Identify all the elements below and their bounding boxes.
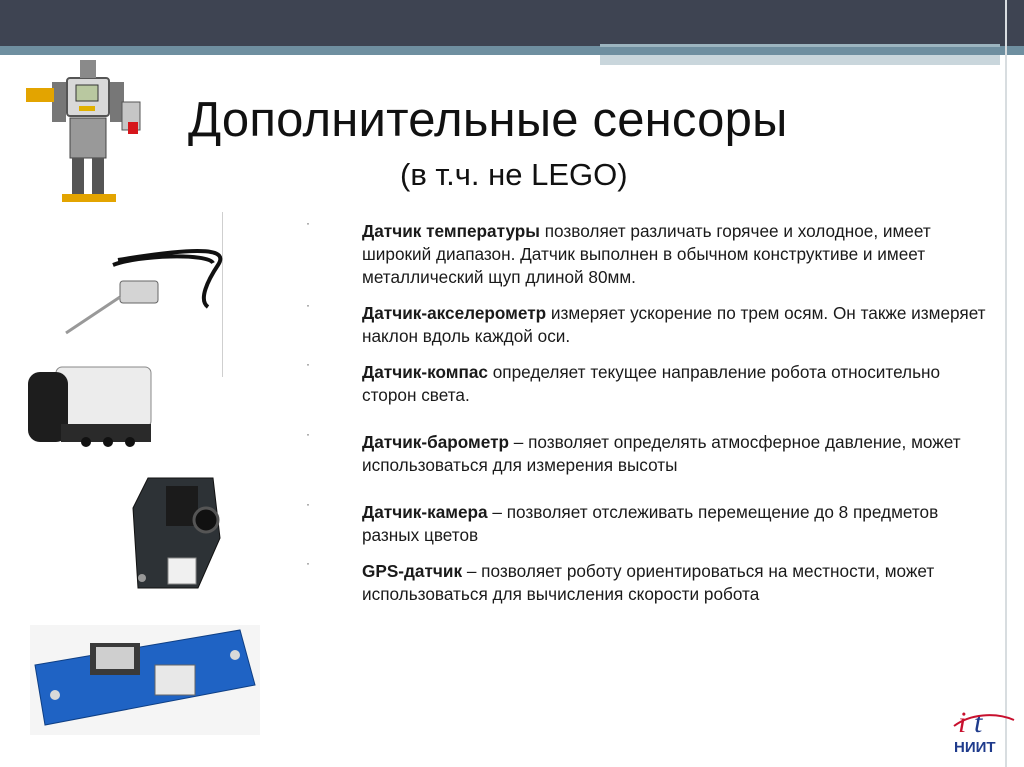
bullet-icon: · (306, 216, 310, 230)
top-header-bar (0, 0, 1024, 46)
sensor-name: GPS-датчик (362, 561, 463, 581)
sensor-name: Датчик-камера (362, 502, 488, 522)
bullet-icon: · (306, 427, 310, 441)
right-edge-line (1005, 0, 1007, 767)
svg-text:t: t (974, 706, 983, 739)
slide-title: Дополнительные сенсоры (188, 93, 788, 147)
sensor-description: измеряет ускорение по трем осям. Он также измеряет наклон вдоль каждой оси. (362, 303, 986, 346)
sensor-description: – позволяет определять атмосферное давление, может использоваться для измерения высоты (362, 432, 961, 475)
lego-sensor-block-image (26, 362, 156, 452)
gps-board-image (30, 625, 260, 735)
temperature-sensor-image (58, 245, 228, 345)
sensor-name: Датчик температуры (362, 221, 540, 241)
list-item (300, 497, 990, 547)
slide-subtitle: (в т.ч. не LEGO) (400, 157, 628, 192)
camera-sensor-image (128, 468, 238, 596)
lego-robot-image (22, 58, 142, 208)
bullet-icon: · (306, 497, 310, 511)
sensor-description: определяет текущее направление робота относительно сторон света. (362, 362, 941, 405)
list-item (300, 298, 990, 348)
bullet-icon: · (306, 556, 310, 570)
sensor-description: – позволяет роботу ориентироваться на местности, может использоваться для вычисления скорости робота (362, 561, 935, 604)
list-item (300, 556, 990, 606)
header-stripe (0, 46, 1024, 55)
header-accent-line (600, 44, 1000, 47)
niit-logo (950, 700, 1020, 760)
bullet-icon: · (306, 357, 310, 371)
logo-text: НИИТ (954, 739, 996, 756)
list-item (300, 216, 990, 289)
bullet-icon: · (306, 298, 310, 312)
sensor-name: Датчик-барометр (362, 432, 509, 452)
list-item (300, 427, 990, 477)
header-accent-band (600, 55, 1000, 65)
list-item (300, 357, 990, 407)
sensor-description: позволяет различать горячее и холодное, имеет широкий диапазон. Датчик выполнен в обычном конструктиве и имеет металлический щуп длиной 80мм. (362, 221, 931, 287)
sensor-name: Датчик-компас (362, 362, 488, 382)
svg-text:i: i (958, 706, 967, 739)
sensor-name: Датчик-акселерометр (362, 303, 547, 323)
sensor-description: – позволяет отслеживать перемещение до 8 предметов разных цветов (362, 502, 939, 545)
